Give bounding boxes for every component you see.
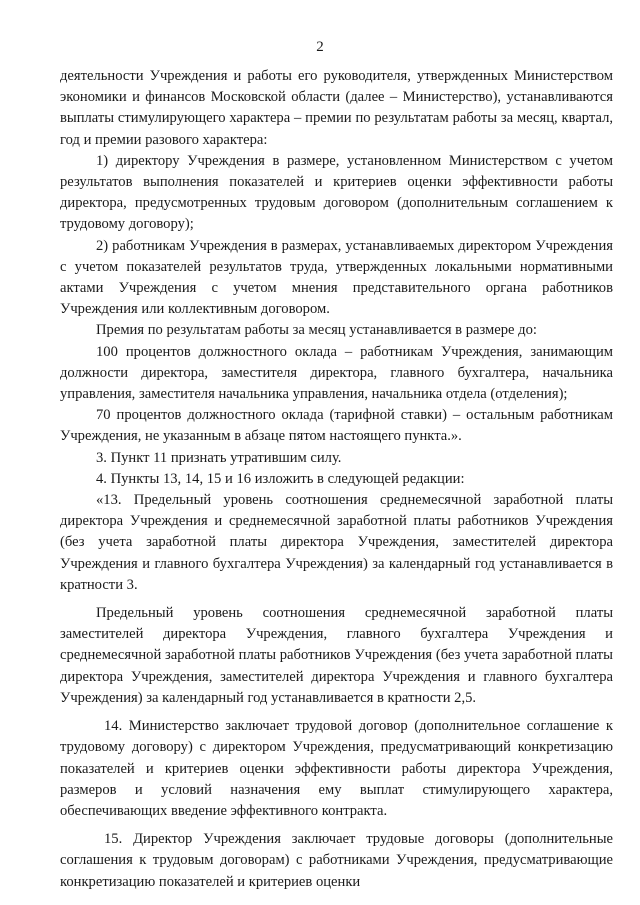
- paragraph-intro: деятельности Учреждения и работы его руководителя, утвержденных Министерством экономики и финансов Московской области (далее – Министерство), устанавливаются выплаты стимулирующего характера – премии по результатам работы за месяц, квартал, год и премии разового характера:: [60, 68, 613, 148]
- paragraph-bonus-70: 70 процентов должностного оклада (тарифной ставки) – остальным работникам Учреждения, не указанным в абзаце пятом настоящего пункта.».: [60, 407, 613, 445]
- paragraph-item-2: 2) работникам Учреждения в размерах, устанавливаемых директором Учреждения с учетом показателей результатов труда, утвержденных локальными нормативными актами Учреждения с учетом мнения представительного органа работников Учреждения или коллективным договором.: [60, 237, 613, 318]
- paragraph-item-1: 1) директору Учреждения в размере, установленном Министерством с учетом результатов выполнения показателей и критериев оценки эффективности работы директора, предусмотренных трудовым договором (дополнительным соглашением к трудовому договору);: [60, 152, 613, 233]
- page-number: 2: [316, 39, 324, 55]
- paragraph-clause-13: «13. Предельный уровень соотношения среднемесячной заработной платы директора Учреждения и среднемесячной заработной платы работников Учреждения (без учета заработной платы директора Учреждения, заместителей директора Учреждения и главного бухгалтера Учреждения) за календарный год устанавливается в кратности 3.: [60, 492, 613, 593]
- paragraph-point-4: 4. Пункты 13, 14, 15 и 16 изложить в следующей редакции:: [96, 470, 465, 487]
- document-body: [60, 66, 613, 893]
- paragraph-clause-15: 15. Директор Учреждения заключает трудовые договоры (дополнительные соглашения к трудовым договорам) с работниками Учреждения, предусматривающие конкретизацию показателей и критериев оценки: [60, 831, 613, 890]
- paragraph-bonus-100: 100 процентов должностного оклада – работникам Учреждения, занимающим должности директора, заместителя директора, главного бухгалтера, начальника управления, заместителя начальника управления, начальника отдела (отделения);: [60, 343, 613, 403]
- paragraph-clause-14: 14. Министерство заключает трудовой договор (дополнительное соглашение к трудовому договору) с директором Учреждения, предусматривающий конкретизацию показателей и критериев оценки эффективности работы директора Учреждения, размеров и условий назначения ему выплат стимулирующего характера, обеспечивающих введение эффективного контракта.: [60, 718, 613, 819]
- paragraph-clause-13-deputies: Предельный уровень соотношения среднемесячной заработной платы заместителей директора Учреждения, главного бухгалтера Учреждения и среднемесячной заработной платы работников Учреждения (без учета заработной платы директора Учреждения, заместителей директора Учреждения и главного бухгалтера Учреждения) за календарный год устанавливается в кратности 2,5.: [60, 605, 613, 706]
- paragraph-point-3: 3. Пункт 11 признать утратившим силу.: [96, 449, 342, 466]
- paragraph-bonus-monthly: Премия по результатам работы за месяц устанавливается в размере до:: [96, 322, 537, 339]
